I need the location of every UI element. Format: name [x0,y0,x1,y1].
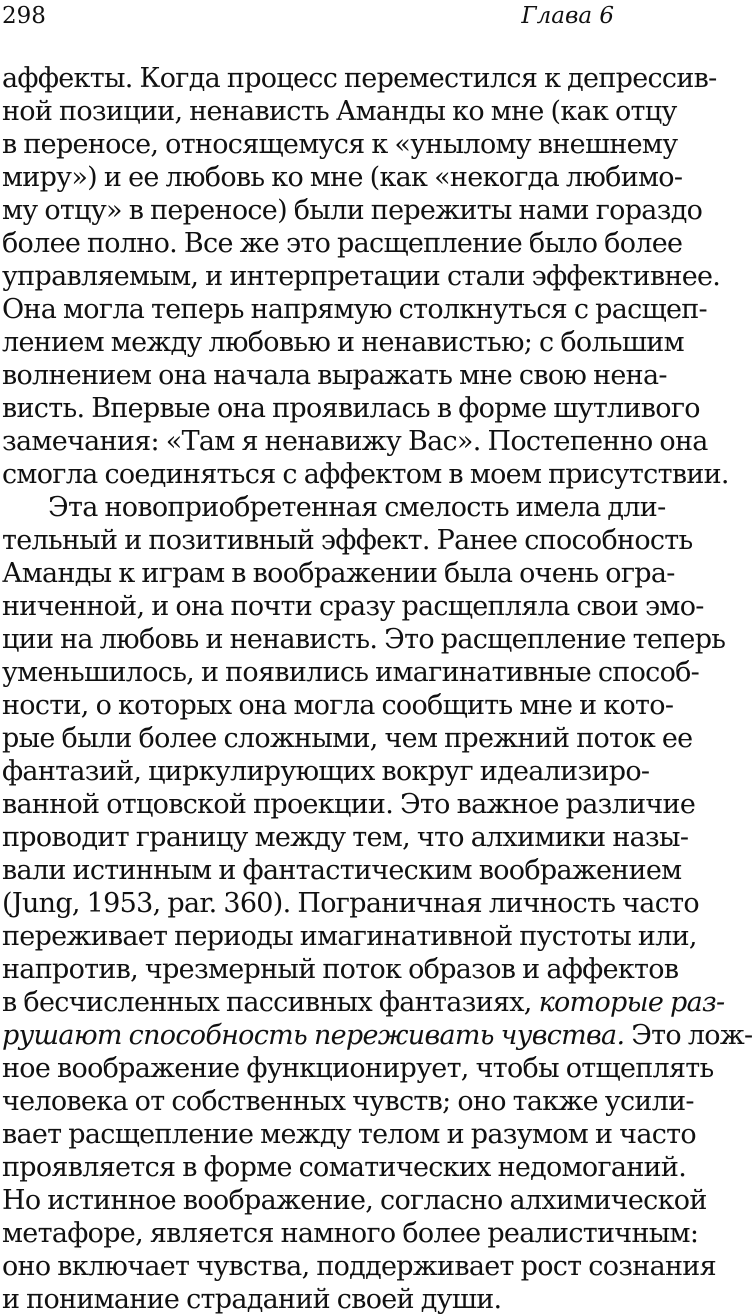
text-line: фантазий, циркулирующих вокруг идеализиро- [2,756,650,787]
text-line: проводит границу между тем, что алхимики назы- [2,822,689,853]
text-line: оно включает чувства, поддерживает рост сознания [2,1251,716,1282]
text-line: висть. Впервые она проявилась в форме шутливого [2,393,700,424]
text-line: смогла соединяться с аффектом в моем присутствии. [2,459,729,490]
text-line: управляемым, и интерпретации стали эффективнее. [2,261,721,292]
text-span-italic: которые раз- [538,987,725,1018]
text-line: проявляется в форме соматических недомоганий. [2,1152,687,1183]
text-line: ции на любовь и ненависть. Это расщепление теперь [2,624,726,655]
text-line: замечания: «Там я ненавижу Вас». Постепенно она [2,426,708,457]
text-line: ниченной, и она почти сразу расщепляла свои эмо- [2,591,704,622]
text-line: ности, о которых она могла сообщить мне и кото- [2,690,674,721]
text-line: вает расщепление между телом и разумом и часто [2,1119,696,1150]
text-line: аффекты. Когда процесс переместился к депрессив- [2,63,717,94]
text-line: напротив, чрезмерный поток образов и аффектов [2,954,679,985]
text-span-plain: Это лож- [624,1020,752,1051]
text-line-indented: Эта новоприобретенная смелость имела дли- [48,492,666,523]
page-header [0,0,620,40]
text-line: в переносе, относящемуся к «унылому внешнему [2,129,678,160]
text-line: ванной отцовской проекции. Это важное различие [2,789,696,820]
text-line: человека от собственных чувств; оно также усили- [2,1086,694,1117]
text-span-plain: в бесчисленных пассивных фантазиях, [2,987,539,1018]
text-line: рые были более сложными, чем прежний поток ее [2,723,693,754]
text-line: миру») и ее любовь ко мне (как «некогда любимо- [2,162,683,193]
text-line: Но истинное воображение, согласно алхимической [2,1185,707,1216]
text-line: Она могла теперь напрямую столкнуться с расщеп- [2,294,707,325]
text-line: ной позиции, ненависть Аманды ко мне (как отцу [2,96,677,127]
text-line-mixed [2,986,725,1019]
text-line: уменьшилось, и появились имагинативные способ- [2,657,700,688]
text-line: Аманды к играм в воображении была очень огра- [2,558,675,589]
text-line: волнением она начала выражать мне свою нена- [2,360,667,391]
text-line: переживает периоды имагинативной пустоты или, [2,921,697,952]
paragraph-1 [2,62,729,491]
text-line: более полно. Все же это расщепление было более [2,228,683,259]
text-line: метафоре, является намного более реалистичным: [2,1218,699,1249]
body-text [2,62,752,1316]
running-head-chapter: Глава 6 [521,3,614,29]
text-line: тельный и позитивный эффект. Ранее способность [2,525,693,556]
page-number: 298 [2,3,46,29]
text-line: и понимание страданий своей души. [2,1284,502,1315]
text-line: вали истинным и фантастическим воображением [2,855,682,886]
text-line: му отцу» в переносе) были пережиты нами гораздо [2,195,703,226]
text-line: (Jung, 1953, par. 360). Пограничная личность часто [2,888,699,919]
text-line: ное воображение функционирует, чтобы отщеплять [2,1053,714,1084]
text-span-italic: рушают способность переживать чувства. [2,1020,625,1051]
text-line: лением между любовью и ненавистью; с большим [2,327,684,358]
paragraph-2 [2,491,752,1316]
text-line-mixed [2,1019,752,1052]
